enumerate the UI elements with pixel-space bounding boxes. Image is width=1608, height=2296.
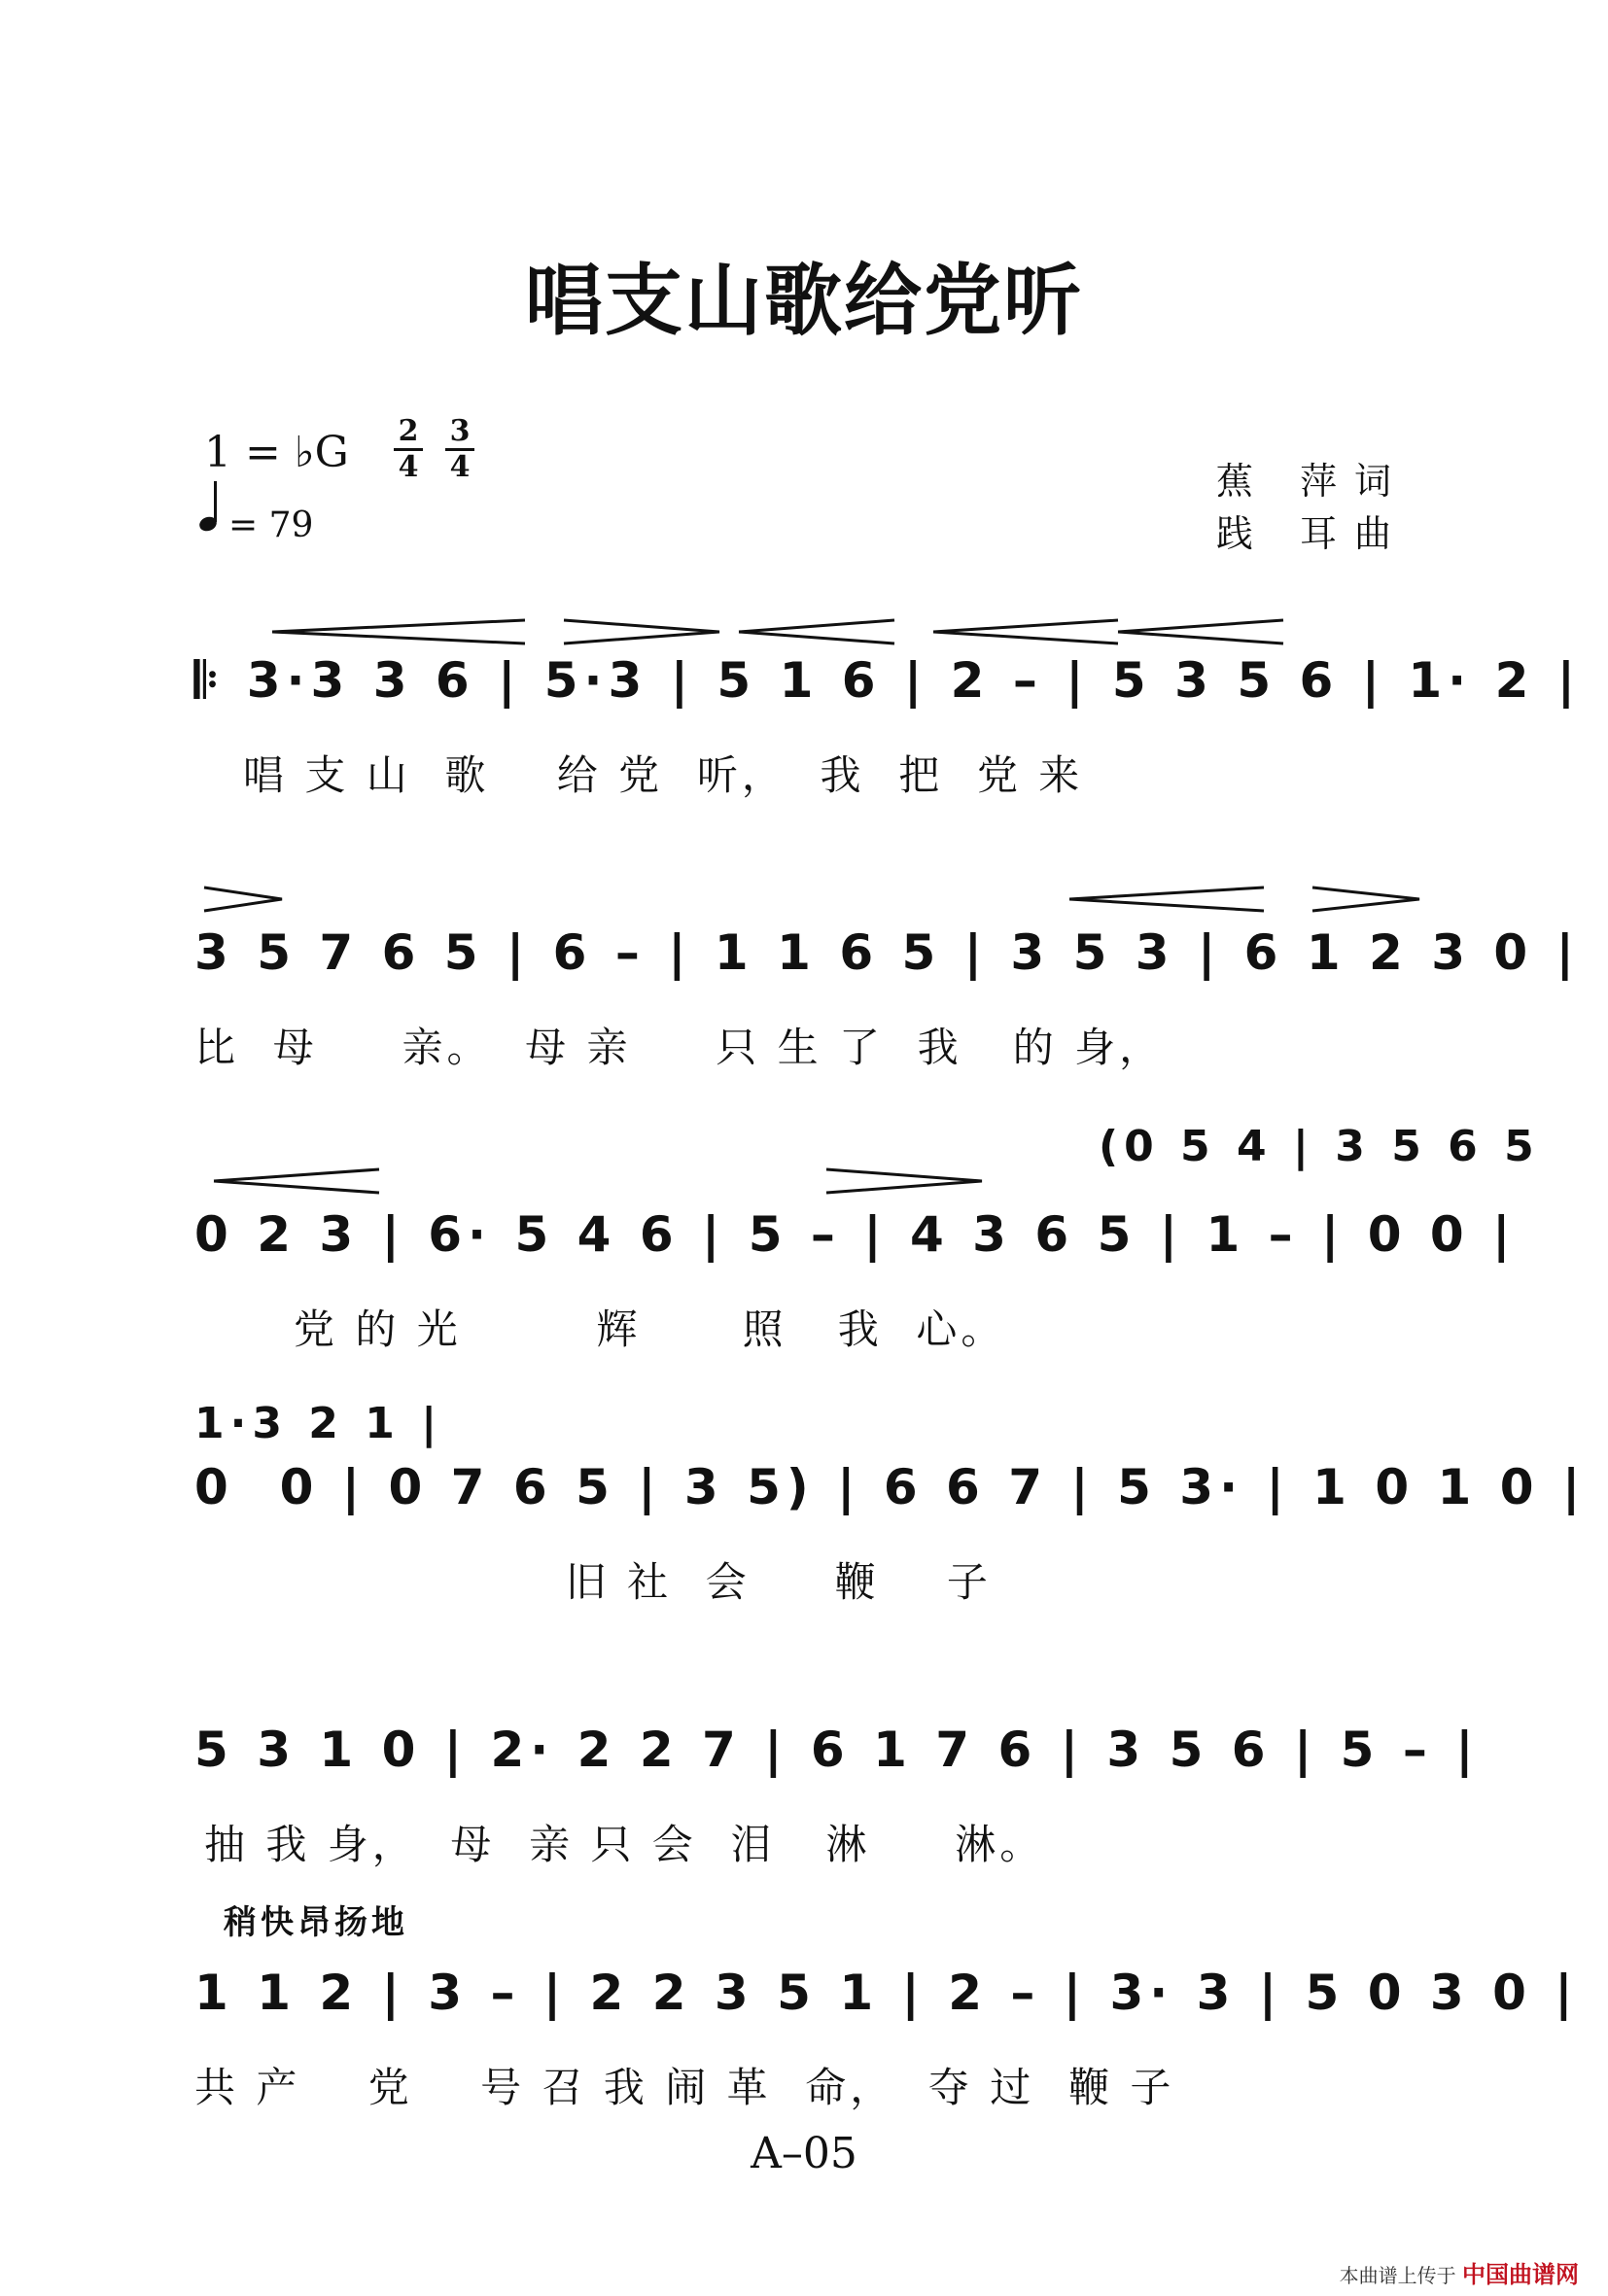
tempo-marking: = 79 <box>228 505 314 545</box>
notes-row-3: 0 2 3 | 6· 5 4 6 | 5 – | 4 3 6 5 | 1 – | 0 0 | <box>194 1206 1517 1263</box>
lyrics-row-1: 唱 支 山 歌 给 党 听， 我 把 党 来 <box>243 751 1084 799</box>
footer-brand-logo: 中国曲谱网 <box>1462 2261 1579 2288</box>
quarter-note-icon <box>214 481 217 522</box>
lyrics-row-6: 共 产 党 号 召 我 闹 革 命， 夺 过 鞭 子 <box>194 2064 1175 2111</box>
score-row-2 <box>194 923 1580 1071</box>
score-row-6 <box>194 1903 1579 2111</box>
lyrics-row-2: 比 母 亲。 母 亲 只 生 了 我 的 身， <box>194 1024 1165 1071</box>
dynamics-hairpins-3 <box>204 1162 1439 1200</box>
score-row-4 <box>194 1399 1587 1606</box>
page-number: A–05 <box>751 2129 857 2178</box>
footer-text: 本曲谱上传于 <box>1339 2264 1456 2287</box>
dynamics-hairpins <box>262 612 1410 651</box>
time-signature-3-4: 3 4 <box>445 416 474 483</box>
composer-credit: 践 耳曲 <box>1215 512 1409 555</box>
expression-marking: 稍快昂扬地 <box>224 1903 408 1942</box>
lyricist-credit: 蕉 萍词 <box>1215 460 1409 503</box>
time-signature-2-4: 2 4 <box>394 416 423 483</box>
score-row-1 <box>194 651 1582 799</box>
notes-row-4: 0 0 | 0 7 6 5 | 3 5) | 6 6 7 | 5 3· | 1 0 1 0 | <box>194 1459 1587 1515</box>
notes-row-1: 𝄆 3·3 3 6 | 5·3 | 5 1 6 | 2 – | 5 3 5 6 | 1· 2 | <box>194 652 1582 709</box>
score-title: 唱支山歌给党听 <box>525 256 1083 346</box>
dynamics-hairpins-2 <box>194 880 1429 919</box>
lyrics-row-5: 抽 我 身， 母 亲 只 会 泪 淋 淋。 <box>204 1821 1045 1868</box>
instrumental-upper-row-3: (0 5 4 | 3 5 6 5 <box>1099 1122 1540 1171</box>
notes-row-2: 3 5 7 6 5 | 6 – | 1 1 6 5 | 3 5 3 | 6 1 2 3 0 | <box>194 924 1580 981</box>
score-row-5 <box>194 1721 1480 1868</box>
credits <box>1216 455 1409 560</box>
instrumental-upper-row-4: 1·3 2 1 | <box>194 1399 443 1448</box>
key-signature: 1 = ♭G <box>204 428 349 477</box>
lyrics-row-3: 党 的 光 辉 照 我 心。 <box>243 1305 1006 1353</box>
score-row-3 <box>194 1122 1540 1353</box>
notes-row-6: 1 1 2 | 3 – | 2 2 3 5 1 | 2 – | 3· 3 | 5 0 3 0 | <box>194 1965 1579 2021</box>
notes-row-5: 5 3 1 0 | 2· 2 2 7 | 6 1 7 6 | 3 5 6 | 5 – | <box>194 1722 1480 1778</box>
lyrics-row-4: 旧 社 会 鞭 子 <box>194 1558 992 1606</box>
footer-watermark <box>1340 2255 1579 2289</box>
